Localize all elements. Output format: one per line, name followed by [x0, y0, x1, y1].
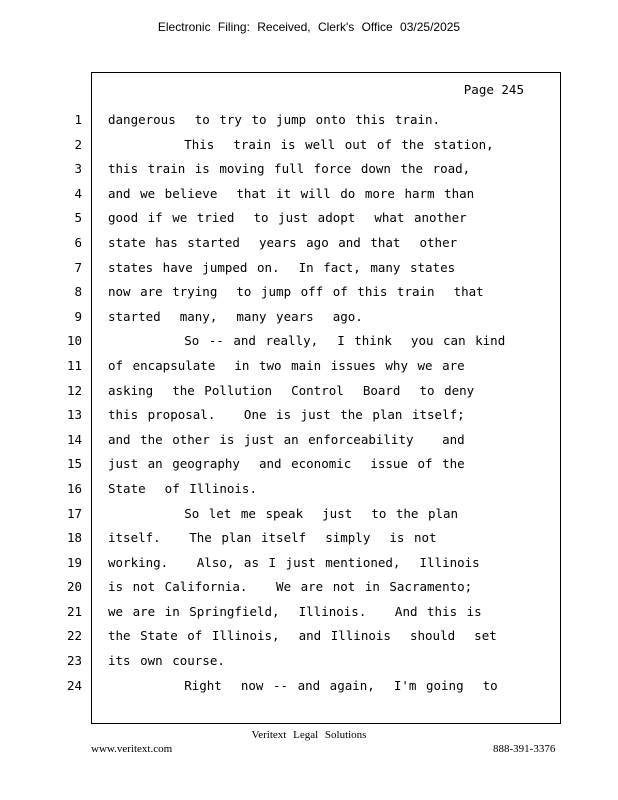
line-number: 17: [66, 505, 82, 521]
line-number: 8: [74, 284, 82, 300]
line-number: 24: [66, 677, 82, 693]
transcript-line: working. Also, as I just mentioned, Illinois: [108, 554, 480, 570]
transcript-line: state has started years ago and that other: [108, 234, 458, 250]
transcript-line: this proposal. One is just the plan itself;: [108, 407, 465, 423]
transcript-line: This train is well out of the station,: [108, 136, 494, 152]
footer-company-name: Veritext Legal Solutions: [251, 729, 367, 741]
transcript-line: So let me speak just to the plan: [108, 505, 459, 521]
transcript-line: the State of Illinois, and Illinois should set: [108, 628, 497, 644]
line-number: 1: [74, 112, 82, 127]
line-number: 14: [66, 431, 82, 447]
footer-website: www.veritext.com: [91, 743, 173, 755]
filing-header: Electronic Filing: Received, Clerk's Office 03/25/2025: [157, 20, 461, 34]
transcript-line: is not California. We are not in Sacramento;: [108, 579, 473, 595]
line-number: 19: [66, 554, 82, 570]
page-number: Page 245: [463, 82, 524, 97]
line-number: 3: [74, 161, 82, 177]
line-number: 4: [74, 185, 82, 201]
transcript-line: itself. The plan itself simply is not: [108, 530, 437, 546]
transcript-line: and the other is just an enforceability and: [108, 431, 465, 447]
line-number: 10: [66, 333, 82, 349]
line-number: 2: [74, 136, 82, 152]
transcript-line: good if we tried to just adopt what another: [108, 210, 467, 226]
footer-phone-number: 888-391-3376: [493, 743, 556, 755]
line-number: 20: [66, 579, 82, 595]
transcript-line: dangerous to try to jump onto this train.: [108, 112, 441, 127]
line-number-column: [58, 108, 82, 698]
transcript-line: and we believe that it will do more harm than: [108, 185, 475, 201]
line-number: 9: [74, 308, 82, 324]
line-number: 7: [74, 259, 82, 275]
line-number: 23: [66, 653, 82, 669]
transcript-line: So -- and really, I think you can kind: [108, 333, 506, 349]
line-number: 6: [74, 234, 82, 250]
transcript-line: started many, many years ago.: [108, 308, 363, 324]
transcript-line: this train is moving full force down the road,: [108, 161, 471, 177]
line-number: 22: [66, 628, 82, 644]
transcript-text-column: [108, 108, 548, 698]
transcript-line: we are in Springfield, Illinois. And this is: [108, 603, 482, 619]
transcript-line: states have jumped on. In fact, many states: [108, 259, 456, 275]
line-number: 15: [66, 456, 82, 472]
line-number: 12: [66, 382, 82, 398]
transcript-line: just an geography and economic issue of the: [108, 456, 465, 472]
line-number: 11: [66, 357, 82, 373]
transcript-line: now are trying to jump off of this train that: [108, 284, 484, 300]
transcript-line: Right now -- and again, I'm going to: [108, 677, 498, 693]
line-number: 18: [66, 530, 82, 546]
transcript-line: its own course.: [108, 653, 225, 669]
line-number: 16: [66, 480, 82, 496]
line-number: 13: [66, 407, 82, 423]
line-number: 5: [74, 210, 82, 226]
transcript-line: of encapsulate in two main issues why we are: [108, 357, 465, 373]
line-number: 21: [66, 603, 82, 619]
transcript-line: State of Illinois.: [108, 480, 257, 496]
transcript-line: asking the Pollution Control Board to deny: [108, 382, 475, 398]
